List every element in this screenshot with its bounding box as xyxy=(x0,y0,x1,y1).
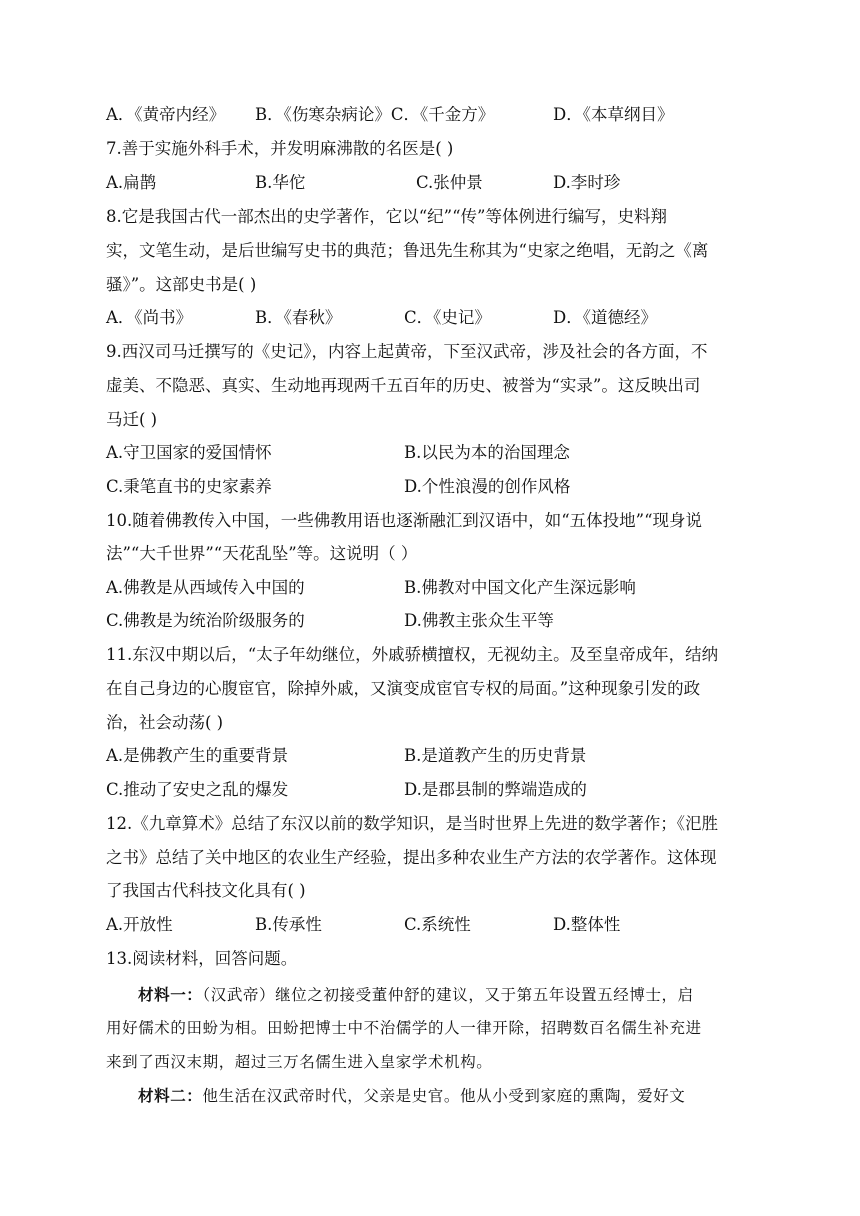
q6-option-d: D．《本草纲目》 xyxy=(553,105,674,124)
q6-option-b-c: B．《伤寒杂病论》C．《千金方》 xyxy=(255,105,495,124)
q7-option-b: B.华佗 xyxy=(255,173,306,192)
q12-option-b: B.传承性 xyxy=(255,915,322,934)
q8-option-c: C．《史记》 xyxy=(404,308,491,327)
q7-option-c: C.张仲景 xyxy=(416,173,483,192)
q11-stem-line: 治，社会动荡( ) xyxy=(106,713,224,732)
material-one-line xyxy=(138,983,694,1007)
q7-option-d: D.李时珍 xyxy=(553,173,621,192)
q8-option-b: B．《春秋》 xyxy=(255,308,342,327)
q10-option-b: B.佛教对中国文化产生深远影响 xyxy=(404,578,636,597)
q12-stem-line: 12.《九章算术》总结了东汉以前的数学知识，是当时世界上先进的数学著作；《汜胜 xyxy=(106,814,718,833)
q12-option-c: C.系统性 xyxy=(404,915,471,934)
q9-option-b: B.以民为本的治国理念 xyxy=(404,443,570,462)
material-two-line xyxy=(138,1084,685,1108)
material-two-label: 材料二： xyxy=(138,1086,203,1105)
material-one-line: 用好儒术的田蚡为相。田蚡把博士中不治儒学的人一律开除，招聘数百名儒生补充进 xyxy=(106,1019,702,1037)
q10-stem-line: 10.随着佛教传入中国，一些佛教用语也逐渐融汇到汉语中，如“五体投地”“现身说 xyxy=(106,511,703,530)
q9-option-d: D.个性浪漫的创作风格 xyxy=(404,477,571,496)
q9-option-c: C.秉笔直书的史家素养 xyxy=(106,477,272,496)
material-one-line: 来到了西汉末期，超过三万名儒生进入皇家学术机构。 xyxy=(106,1053,493,1071)
q8-stem-line: 8.它是我国古代一部杰出的史学著作，它以“纪”“传”等体例进行编写，史料翔 xyxy=(106,207,667,226)
q9-option-a: A.守卫国家的爱国情怀 xyxy=(106,443,272,462)
q11-stem-line: 11.东汉中期以后，“太子年幼继位，外戚骄横擅权，无视幼主。及至皇帝成年，结纳 xyxy=(106,645,719,664)
q6-option-a: A．《黄帝内经》 xyxy=(106,105,226,124)
q7-stem: 7.善于实施外科手术，并发明麻沸散的名医是( ) xyxy=(106,139,454,158)
material-two-text: 他生活在汉武帝时代，父亲是史官。他从小受到家庭的熏陶，爱好文 xyxy=(202,1087,686,1105)
q8-stem-line: 实，文笔生动，是后世编写史书的典范；鲁迅先生称其为“史家之绝唱，无韵之《离 xyxy=(106,241,709,260)
q11-stem-line: 在自己身边的心腹宦官，除掉外戚，又演变成宦官专权的局面。”这种现象引发的政 xyxy=(106,679,701,698)
q10-option-a: A.佛教是从西域传入中国的 xyxy=(106,578,305,597)
q8-option-a: A．《尚书》 xyxy=(106,308,193,327)
q12-stem-line: 之书》总结了关中地区的农业生产经验，提出多种农业生产方法的农学著作。这体现 xyxy=(106,848,717,867)
q11-option-c: C.推动了安史之乱的爆发 xyxy=(106,780,289,799)
q11-option-b: B.是道教产生的历史背景 xyxy=(404,746,587,765)
q11-option-d: D.是郡县制的弊端造成的 xyxy=(404,780,587,799)
q12-option-d: D.整体性 xyxy=(553,915,621,934)
q10-option-c: C.佛教是为统治阶级服务的 xyxy=(106,611,305,630)
q9-stem-line: 马迁( ) xyxy=(106,410,158,429)
q13-stem: 13.阅读材料，回答问题。 xyxy=(106,949,298,968)
material-one-label: 材料一： xyxy=(138,985,203,1004)
q10-option-d: D.佛教主张众生平等 xyxy=(404,611,554,630)
q8-option-d: D．《道德经》 xyxy=(553,308,657,327)
q12-option-a: A.开放性 xyxy=(106,915,173,934)
q11-option-a: A.是佛教产生的重要背景 xyxy=(106,746,289,765)
q12-stem-line: 了我国古代科技文化具有( ) xyxy=(106,881,306,900)
q8-stem-line: 骚》”。这部史书是( ) xyxy=(106,275,257,294)
q9-stem-line: 9.西汉司马迁撰写的《史记》，内容上起黄帝，下至汉武帝，涉及社会的各方面，不 xyxy=(106,342,708,361)
q7-option-a: A.扁鹊 xyxy=(106,173,157,192)
material-one-text: （汉武帝）继位之初接受董仲舒的建议，又于第五年设置五经博士，启 xyxy=(202,986,694,1004)
q9-stem-line: 虚美、不隐恶、真实、生动地再现两千五百年的历史、被誉为“实录”。这反映出司 xyxy=(106,376,701,395)
q10-stem-line: 法”“大千世界”“天花乱坠”等。这说明（ ） xyxy=(106,544,418,563)
